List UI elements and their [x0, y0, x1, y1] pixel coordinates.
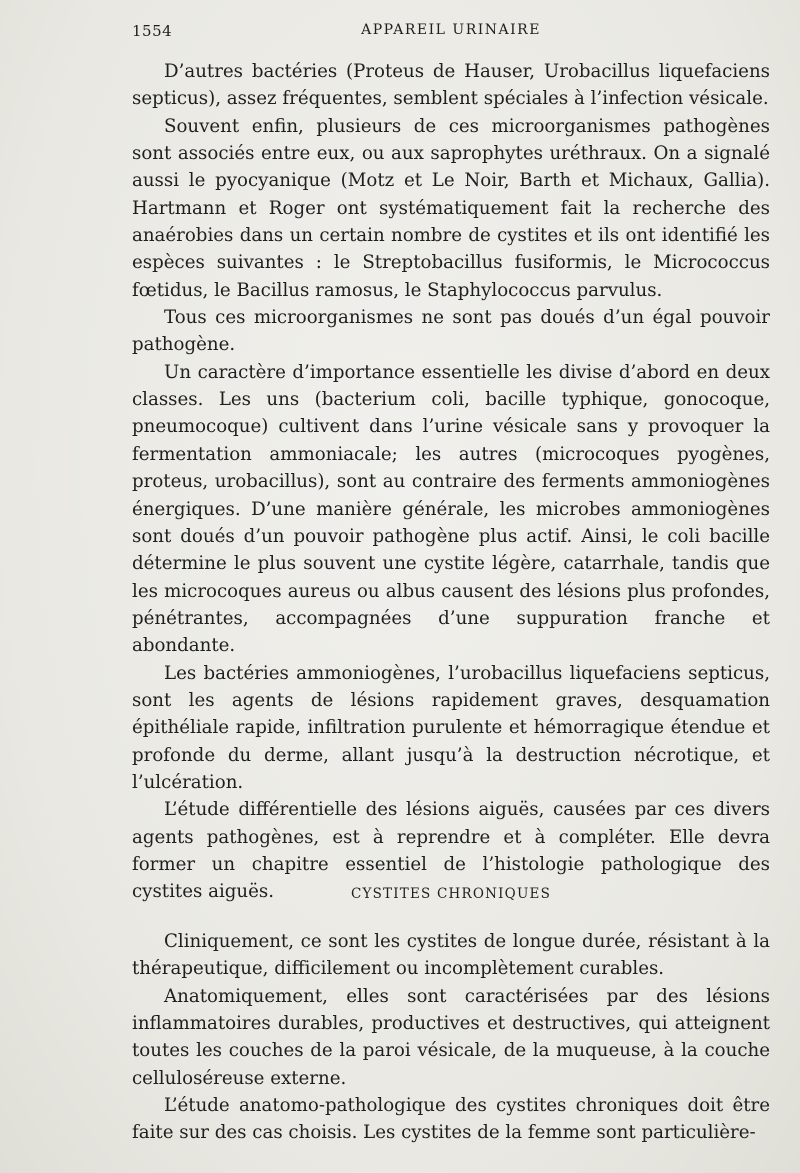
paragraph: Cliniquement, ce sont les cystites de longue durée, résistant à la thérapeutique, difficilement ou incomplètement curables. [132, 931, 770, 980]
body-text [132, 58, 770, 906]
page-number: 1554 [132, 22, 173, 40]
paragraph: Anatomiquement, elles sont caractérisées par des lésions inflammatoires durables, productives et destructives, qui atteignent toutes les couches de la paroi vésicale, de la muqueuse, à la couche celluloséreuse externe. [132, 985, 770, 1089]
paragraph: Souvent enfin, plusieurs de ces microorganismes pathogènes sont associés entre eux, ou aux saprophytes uréthraux. On a signalé aussi le pyocyanique (Motz et Le Noir, Barth et Michaux, Gallia). Hartmann et Roger ont systématiquement fait la recherche des anaérobies dans un certain nombre de cystites et ils ont identifié les espèces suivantes : le Streptobacillus fusiformis, le Micrococcus fœtidus, le Bacillus ramosus, le Staphylococcus parvulus. [132, 115, 770, 301]
paragraph: D’autres bactéries (Proteus de Hauser, Urobacillus liquefaciens septicus), assez fréquentes, semblent spéciales à l’infection vésicale. [132, 61, 770, 110]
paragraph: L’étude différentielle des lésions aiguës, causées par ces divers agents pathogènes, est à reprendre et à compléter. Elle devra former un chapitre essentiel de l’histologie pathologique des cystites aiguës. [132, 799, 770, 903]
section-title: CYSTITES CHRONIQUES [350, 886, 552, 902]
paragraph: Tous ces microorganismes ne sont pas doués d’un égal pouvoir pathogène. [132, 307, 770, 356]
section-body-text [132, 928, 770, 1147]
paragraph: L’étude anatomo-pathologique des cystites chroniques doit être faite sur des cas choisis. Les cystites de la femme sont particulière- [132, 1095, 770, 1144]
running-title: APPAREIL URINAIRE [361, 22, 541, 38]
paragraph: Les bactéries ammoniogènes, l’urobacillus liquefaciens septicus, sont les agents de lésions rapidement graves, desquamation épithéliale rapide, infiltration purulente et hémorragique étendue et profonde du derme, allant jusqu’à la destruction nécrotique, et l’ulcération. [132, 662, 770, 793]
page-header [132, 22, 770, 48]
paragraph: Un caractère d’importance essentielle les divise d’abord en deux classes. Les uns (bacterium coli, bacille typhique, gonocoque, pneumocoque) cultivent dans l’urine vésicale sans y provoquer la fermentation ammoniacale; les autres (microcoques pyogènes, proteus, urobacillus), sont au contraire des ferments ammoniogènes énergiques. D’une manière générale, les microbes ammoniogènes sont doués d’un pouvoir pathogène plus actif. Ainsi, le coli bacille détermine le plus souvent une cystite légère, catarrhale, tandis que les microcoques aureus ou albus causent des lésions plus profondes, pénétrantes, accompagnées d’une suppuration franche et abondante. [132, 361, 770, 657]
